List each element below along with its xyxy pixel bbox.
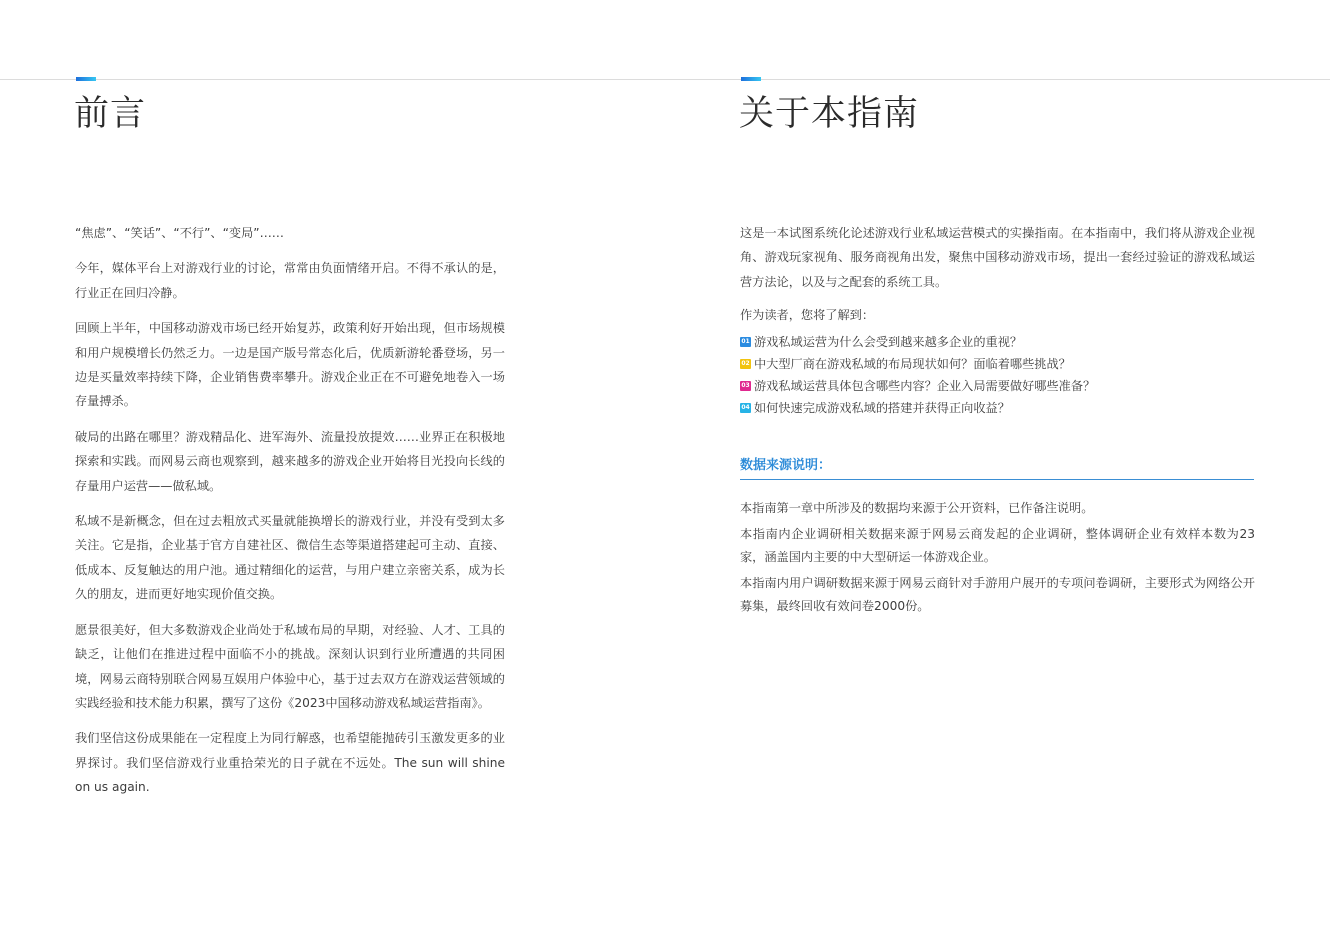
data-source-paragraph: 本指南第一章中所涉及的数据均来源于公开资料，已作备注说明。 [740, 501, 1094, 515]
reader-question-text: 如何快速完成游戏私域的搭建并获得正向收益？ [754, 400, 1010, 415]
data-source-paragraph: 本指南内企业调研相关数据来源于网易云商发起的企业调研，整体调研企业有效样本数为23家，涵盖国内主要的中大型研运一体游戏企业。 [740, 527, 1255, 564]
preface-paragraph: 今年，媒体平台上对游戏行业的讨论，常常由负面情绪开启。不得不承认的是，行业正在回归冷静。 [75, 261, 505, 300]
data-source-divider [740, 479, 1254, 480]
about-guide-title: 关于本指南 [739, 94, 920, 134]
number-badge-icon: 02 [741, 359, 750, 367]
preface-paragraph: 我们坚信这份成果能在一定程度上为同行解惑，也希望能抛砖引玉激发更多的业界探讨。我们坚信游戏行业重拾荣光的日子就在不远处。The sun will shine on us again. [75, 731, 505, 795]
data-source-body [740, 497, 1255, 621]
reader-intro: 作为读者，您将了解到： [740, 308, 875, 323]
preface-paragraph: 破局的出路在哪里？游戏精品化、进军海外、流量投放提效……业界正在积极地探索和实践。而网易云商也观察到，越来越多的游戏企业开始将目光投向长线的存量用户运营——做私域。 [75, 429, 505, 493]
about-guide-body [740, 221, 1255, 419]
preface-paragraph: 私域不是新概念，但在过去粗放式买量就能换增长的游戏行业，并没有受到太多关注。它是指，企业基于官方自建社区、微信生态等渠道搭建起可主动、直接、低成本、反复触达的用户池。通过精细化的运营，与用户建立亲密关系，成为长久的朋友，进而更好地实现价值交换。 [75, 514, 505, 602]
number-badge-icon: 01 [741, 337, 750, 345]
reader-question-list [740, 331, 1255, 419]
about-guide-intro: 这是一本试图系统化论述游戏行业私域运营模式的实操指南。在本指南中，我们将从游戏企业视角、游戏玩家视角、服务商视角出发，聚焦中国移动游戏市场，提出一套经过验证的游戏私域运营方法论，以及与之配套的系统工具。 [740, 226, 1255, 289]
reader-question-item [740, 397, 1255, 419]
data-source-heading: 数据来源说明： [740, 458, 832, 473]
number-badge-icon: 04 [741, 403, 750, 411]
number-badge-icon: 03 [741, 381, 750, 389]
right-title-accent-bar [741, 77, 761, 81]
preface-title: 前言 [74, 94, 147, 134]
left-title-accent-bar [76, 77, 96, 81]
data-source-paragraph: 本指南内用户调研数据来源于网易云商针对手游用户展开的专项问卷调研，主要形式为网络公开募集，最终回收有效问卷2000份。 [740, 576, 1255, 613]
reader-question-text: 中大型厂商在游戏私域的布局现状如何？面临着哪些挑战？ [754, 356, 1071, 371]
top-divider [0, 79, 1330, 80]
preface-paragraph: “焦虑”、“笑话”、“不行”、“变局”…… [75, 226, 284, 240]
reader-question-text: 游戏私域运营具体包含哪些内容？企业入局需要做好哪些准备？ [754, 378, 1096, 393]
reader-question-item [740, 353, 1255, 375]
preface-paragraph: 回顾上半年，中国移动游戏市场已经开始复苏，政策利好开始出现，但市场规模和用户规模增长仍然乏力。一边是国产版号常态化后，优质新游轮番登场，另一边是买量效率持续下降，企业销售费率攀升。游戏企业正在不可避免地卷入一场存量搏杀。 [75, 321, 505, 409]
reader-question-item [740, 375, 1255, 397]
reader-question-text: 游戏私域运营为什么会受到越来越多企业的重视？ [754, 334, 1023, 349]
preface-paragraph: 愿景很美好，但大多数游戏企业尚处于私域布局的早期，对经验、人才、工具的缺乏，让他们在推进过程中面临不小的挑战。深刻认识到行业所遭遇的共同困境，网易云商特别联合网易互娱用户体验中心，基于过去双方在游戏运营领域的实践经验和技术能力积累，撰写了这份《2023中国移动游戏私域运营指南》。 [75, 622, 505, 710]
reader-question-item [740, 331, 1255, 353]
preface-body [75, 221, 505, 811]
